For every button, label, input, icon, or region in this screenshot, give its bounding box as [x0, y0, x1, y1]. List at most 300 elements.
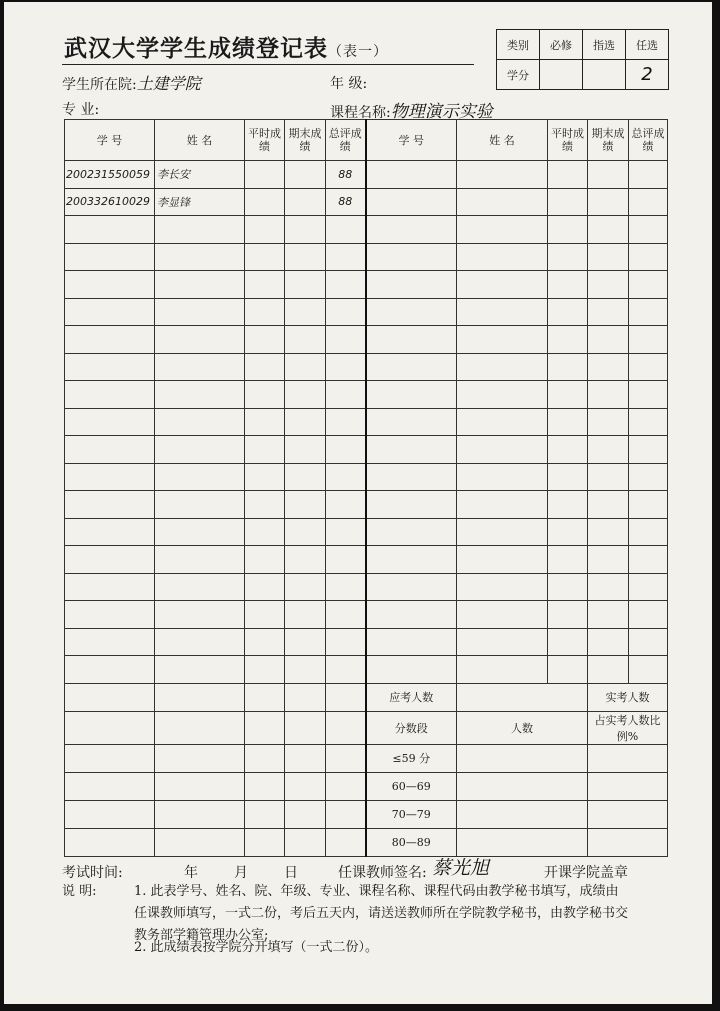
- empty-cell: [245, 546, 285, 574]
- empty-cell: [457, 573, 548, 601]
- credit-category-label: 类别: [497, 30, 540, 60]
- table-row: [65, 683, 668, 711]
- empty-cell: [326, 601, 366, 629]
- empty-cell: [65, 381, 155, 409]
- empty-cell: [155, 772, 245, 800]
- student-regular: [245, 188, 285, 216]
- empty-cell: [326, 800, 366, 828]
- empty-cell: [285, 243, 326, 271]
- empty-cell: [65, 546, 155, 574]
- empty-cell: [366, 408, 457, 436]
- table-row: [65, 573, 668, 601]
- empty-cell: [457, 298, 548, 326]
- empty-cell: [548, 188, 588, 216]
- empty-cell: [245, 381, 285, 409]
- table-row: [65, 744, 668, 772]
- empty-cell: [629, 491, 668, 519]
- empty-cell: [285, 744, 326, 772]
- empty-cell: [588, 628, 629, 656]
- empty-cell: [457, 353, 548, 381]
- exam-year-label: 年: [184, 865, 198, 881]
- count-header: 人数: [457, 711, 588, 744]
- empty-cell: [155, 744, 245, 772]
- empty-cell: [326, 298, 366, 326]
- column-header: 学 号: [366, 120, 457, 161]
- empty-cell: [245, 800, 285, 828]
- empty-cell: [245, 744, 285, 772]
- empty-cell: [548, 408, 588, 436]
- empty-cell: [155, 601, 245, 629]
- empty-cell: [457, 601, 548, 629]
- title-text: 武汉大学学生成绩登记表: [64, 35, 328, 62]
- empty-cell: [548, 353, 588, 381]
- empty-cell: [457, 408, 548, 436]
- empty-cell: [285, 436, 326, 464]
- empty-cell: [285, 491, 326, 519]
- table-row: [65, 601, 668, 629]
- empty-cell: [629, 656, 668, 684]
- empty-cell: [65, 828, 155, 856]
- empty-cell: [155, 546, 245, 574]
- empty-cell: [155, 298, 245, 326]
- empty-cell: [366, 216, 457, 244]
- empty-cell: [245, 772, 285, 800]
- empty-cell: [155, 243, 245, 271]
- student-id: 200231550059: [65, 161, 155, 189]
- empty-cell: [366, 601, 457, 629]
- segment-header: 分数段: [366, 711, 457, 744]
- college-field: [62, 71, 201, 94]
- table-row: [65, 546, 668, 574]
- expected-count-value: [457, 683, 588, 711]
- empty-cell: [457, 381, 548, 409]
- empty-cell: [245, 601, 285, 629]
- empty-cell: [326, 491, 366, 519]
- segment-ratio: [588, 828, 668, 856]
- empty-cell: [155, 216, 245, 244]
- empty-cell: [548, 161, 588, 189]
- empty-cell: [155, 353, 245, 381]
- empty-cell: [366, 518, 457, 546]
- table-row: [65, 436, 668, 464]
- empty-cell: [65, 518, 155, 546]
- table-row: [65, 800, 668, 828]
- empty-cell: [457, 216, 548, 244]
- credit-required-label: 必修: [540, 30, 583, 60]
- empty-cell: [629, 381, 668, 409]
- empty-cell: [588, 298, 629, 326]
- credit-label: 学分: [497, 60, 540, 90]
- empty-cell: [285, 271, 326, 299]
- empty-cell: [629, 298, 668, 326]
- empty-cell: [457, 518, 548, 546]
- empty-cell: [457, 628, 548, 656]
- empty-cell: [326, 271, 366, 299]
- segment-count: [457, 828, 588, 856]
- empty-cell: [155, 436, 245, 464]
- empty-cell: [588, 326, 629, 354]
- table-row: [65, 408, 668, 436]
- empty-cell: [366, 628, 457, 656]
- empty-cell: [155, 518, 245, 546]
- empty-cell: [285, 546, 326, 574]
- empty-cell: [326, 353, 366, 381]
- empty-cell: [285, 711, 326, 744]
- empty-cell: [326, 772, 366, 800]
- empty-cell: [155, 573, 245, 601]
- segment-ratio: [588, 800, 668, 828]
- major-label: 专 业:: [62, 102, 100, 118]
- empty-cell: [155, 828, 245, 856]
- course-label: 课程名称:: [330, 105, 391, 121]
- empty-cell: [629, 161, 668, 189]
- empty-cell: [65, 744, 155, 772]
- empty-cell: [366, 436, 457, 464]
- student-name: 李显锋: [155, 188, 245, 216]
- student-total: 88: [326, 161, 366, 189]
- empty-cell: [245, 408, 285, 436]
- student-id: 200332610029: [65, 188, 155, 216]
- empty-cell: [326, 436, 366, 464]
- empty-cell: [629, 271, 668, 299]
- table-header-row: [65, 120, 668, 161]
- empty-cell: [629, 628, 668, 656]
- empty-cell: [326, 408, 366, 436]
- note-2: 2. 此成绩表按学院分开填写（一式二份）。: [134, 940, 379, 955]
- table-row: [65, 518, 668, 546]
- empty-cell: [285, 298, 326, 326]
- empty-cell: [155, 408, 245, 436]
- empty-cell: [457, 243, 548, 271]
- table-row: [65, 216, 668, 244]
- score-segment: 60—69: [366, 772, 457, 800]
- empty-cell: [366, 161, 457, 189]
- table-row: [65, 656, 668, 684]
- empty-cell: [155, 271, 245, 299]
- empty-cell: [366, 353, 457, 381]
- empty-cell: [326, 381, 366, 409]
- empty-cell: [65, 298, 155, 326]
- table-row: [65, 188, 668, 216]
- empty-cell: [285, 573, 326, 601]
- empty-cell: [65, 656, 155, 684]
- empty-cell: [65, 628, 155, 656]
- empty-cell: [326, 546, 366, 574]
- table-row: [65, 772, 668, 800]
- table-row: [65, 298, 668, 326]
- page-title: [64, 30, 388, 63]
- table-row: [65, 271, 668, 299]
- empty-cell: [285, 518, 326, 546]
- empty-cell: [588, 573, 629, 601]
- grade-sheet: [4, 2, 712, 1004]
- empty-cell: [629, 518, 668, 546]
- empty-cell: [548, 628, 588, 656]
- empty-cell: [155, 711, 245, 744]
- empty-cell: [65, 216, 155, 244]
- table-row: [65, 326, 668, 354]
- empty-cell: [588, 518, 629, 546]
- segment-count: [457, 800, 588, 828]
- column-header: 总评成绩: [629, 120, 668, 161]
- empty-cell: [629, 573, 668, 601]
- empty-cell: [326, 628, 366, 656]
- empty-cell: [457, 491, 548, 519]
- empty-cell: [155, 463, 245, 491]
- empty-cell: [326, 828, 366, 856]
- empty-cell: [285, 216, 326, 244]
- course-value: 物理演示实验: [390, 102, 493, 122]
- empty-cell: [326, 326, 366, 354]
- table-row: [65, 828, 668, 856]
- empty-cell: [65, 573, 155, 601]
- empty-cell: [457, 436, 548, 464]
- empty-cell: [65, 491, 155, 519]
- college-label: 学生所在院:: [62, 77, 137, 93]
- empty-cell: [245, 463, 285, 491]
- empty-cell: [588, 546, 629, 574]
- segment-ratio: [588, 744, 668, 772]
- column-header: 平时成绩: [245, 120, 285, 161]
- exam-month-label: 月: [234, 865, 248, 881]
- empty-cell: [285, 772, 326, 800]
- empty-cell: [285, 408, 326, 436]
- empty-cell: [588, 491, 629, 519]
- empty-cell: [366, 298, 457, 326]
- score-segment: 80—89: [366, 828, 457, 856]
- empty-cell: [366, 463, 457, 491]
- empty-cell: [457, 271, 548, 299]
- student-name: 李长安: [155, 161, 245, 189]
- empty-cell: [629, 188, 668, 216]
- college-value: 土建学院: [136, 74, 201, 93]
- empty-cell: [548, 656, 588, 684]
- empty-cell: [245, 628, 285, 656]
- column-header: 总评成绩: [326, 120, 366, 161]
- empty-cell: [326, 744, 366, 772]
- notes-label: 说 明:: [62, 884, 97, 899]
- column-header: 期末成绩: [588, 120, 629, 161]
- empty-cell: [548, 436, 588, 464]
- actual-count-label: 实考人数: [588, 683, 668, 711]
- empty-cell: [155, 381, 245, 409]
- empty-cell: [285, 828, 326, 856]
- empty-cell: [588, 601, 629, 629]
- note-1a: 1. 此表学号、姓名、院、年级、专业、课程名称、课程代码由教学秘书填写，成绩由: [134, 884, 619, 899]
- empty-cell: [366, 381, 457, 409]
- empty-cell: [548, 243, 588, 271]
- empty-cell: [245, 491, 285, 519]
- empty-cell: [629, 546, 668, 574]
- empty-cell: [326, 656, 366, 684]
- empty-cell: [548, 518, 588, 546]
- exam-time-label: 考试时间:: [62, 865, 123, 881]
- credit-elective-label: 任选: [626, 30, 669, 60]
- empty-cell: [548, 601, 588, 629]
- empty-cell: [245, 656, 285, 684]
- column-header: 学 号: [65, 120, 155, 161]
- empty-cell: [65, 408, 155, 436]
- credit-designated-value: [583, 60, 626, 90]
- exam-day-label: 日: [284, 865, 298, 881]
- empty-cell: [245, 518, 285, 546]
- empty-cell: [285, 353, 326, 381]
- empty-cell: [285, 800, 326, 828]
- empty-cell: [588, 408, 629, 436]
- empty-cell: [548, 491, 588, 519]
- note-1b: 任课教师填写，一式二份，考后五天内，请送送教师所在学院教学秘书，由教学秘书交: [134, 906, 629, 921]
- empty-cell: [65, 243, 155, 271]
- column-header: 姓 名: [457, 120, 548, 161]
- empty-cell: [326, 463, 366, 491]
- empty-cell: [285, 656, 326, 684]
- student-final: [285, 188, 326, 216]
- segment-ratio: [588, 772, 668, 800]
- column-header: 期末成绩: [285, 120, 326, 161]
- empty-cell: [457, 161, 548, 189]
- empty-cell: [588, 436, 629, 464]
- empty-cell: [629, 408, 668, 436]
- empty-cell: [588, 656, 629, 684]
- empty-cell: [285, 381, 326, 409]
- empty-cell: [326, 243, 366, 271]
- empty-cell: [65, 463, 155, 491]
- column-header: 平时成绩: [548, 120, 588, 161]
- credit-required-value: [540, 60, 583, 90]
- empty-cell: [629, 326, 668, 354]
- empty-cell: [588, 216, 629, 244]
- empty-cell: [326, 711, 366, 744]
- empty-cell: [65, 601, 155, 629]
- table-row: [65, 628, 668, 656]
- empty-cell: [245, 271, 285, 299]
- empty-cell: [285, 326, 326, 354]
- empty-cell: [245, 828, 285, 856]
- student-regular: [245, 161, 285, 189]
- score-segment: ≤59 分: [366, 744, 457, 772]
- empty-cell: [65, 683, 155, 711]
- title-underline: [62, 64, 474, 65]
- credit-designated-label: 指选: [583, 30, 626, 60]
- column-header: 姓 名: [155, 120, 245, 161]
- empty-cell: [366, 326, 457, 354]
- table-row: [65, 491, 668, 519]
- teacher-signature: 蔡光旭: [432, 857, 490, 879]
- college-seal-label: 开课学院盖章: [544, 865, 628, 881]
- empty-cell: [65, 800, 155, 828]
- empty-cell: [629, 216, 668, 244]
- empty-cell: [548, 546, 588, 574]
- empty-cell: [588, 381, 629, 409]
- empty-cell: [65, 271, 155, 299]
- teacher-sign-label: 任课教师签名:: [338, 865, 427, 881]
- empty-cell: [629, 463, 668, 491]
- empty-cell: [548, 326, 588, 354]
- empty-cell: [629, 601, 668, 629]
- empty-cell: [65, 326, 155, 354]
- empty-cell: [245, 353, 285, 381]
- empty-cell: [285, 628, 326, 656]
- note-1c: 教务部学籍管理办公室;: [134, 928, 269, 943]
- empty-cell: [245, 243, 285, 271]
- grade-table: [64, 119, 668, 857]
- empty-cell: [65, 353, 155, 381]
- student-final: [285, 161, 326, 189]
- empty-cell: [245, 683, 285, 711]
- credit-table: [496, 29, 669, 90]
- empty-cell: [326, 683, 366, 711]
- empty-cell: [326, 518, 366, 546]
- segment-count: [457, 744, 588, 772]
- empty-cell: [588, 271, 629, 299]
- table-row: [65, 711, 668, 744]
- empty-cell: [366, 188, 457, 216]
- student-total: 88: [326, 188, 366, 216]
- empty-cell: [548, 298, 588, 326]
- empty-cell: [326, 216, 366, 244]
- empty-cell: [245, 573, 285, 601]
- empty-cell: [548, 573, 588, 601]
- empty-cell: [588, 243, 629, 271]
- empty-cell: [366, 243, 457, 271]
- empty-cell: [245, 436, 285, 464]
- empty-cell: [245, 216, 285, 244]
- empty-cell: [155, 491, 245, 519]
- table-row: [65, 463, 668, 491]
- credit-elective-value: 2: [626, 60, 669, 90]
- empty-cell: [548, 216, 588, 244]
- empty-cell: [366, 656, 457, 684]
- table-row: [65, 161, 668, 189]
- empty-cell: [588, 188, 629, 216]
- empty-cell: [285, 683, 326, 711]
- empty-cell: [65, 772, 155, 800]
- empty-cell: [366, 271, 457, 299]
- table-row: [65, 243, 668, 271]
- expected-count-label: 应考人数: [366, 683, 457, 711]
- empty-cell: [155, 800, 245, 828]
- empty-cell: [457, 463, 548, 491]
- empty-cell: [155, 628, 245, 656]
- empty-cell: [588, 463, 629, 491]
- empty-cell: [245, 326, 285, 354]
- empty-cell: [588, 353, 629, 381]
- empty-cell: [65, 436, 155, 464]
- empty-cell: [155, 656, 245, 684]
- empty-cell: [366, 573, 457, 601]
- score-segment: 70—79: [366, 800, 457, 828]
- empty-cell: [457, 188, 548, 216]
- empty-cell: [155, 683, 245, 711]
- empty-cell: [629, 436, 668, 464]
- table-row: [65, 353, 668, 381]
- table-row: [65, 381, 668, 409]
- empty-cell: [457, 326, 548, 354]
- empty-cell: [155, 326, 245, 354]
- segment-count: [457, 772, 588, 800]
- empty-cell: [326, 573, 366, 601]
- empty-cell: [457, 546, 548, 574]
- grade-label: 年 级:: [330, 76, 368, 92]
- empty-cell: [245, 711, 285, 744]
- empty-cell: [548, 271, 588, 299]
- empty-cell: [457, 656, 548, 684]
- empty-cell: [285, 463, 326, 491]
- empty-cell: [629, 353, 668, 381]
- title-suffix: （表一）: [328, 44, 388, 60]
- ratio-header: 占实考人数比例%: [588, 711, 668, 744]
- empty-cell: [548, 381, 588, 409]
